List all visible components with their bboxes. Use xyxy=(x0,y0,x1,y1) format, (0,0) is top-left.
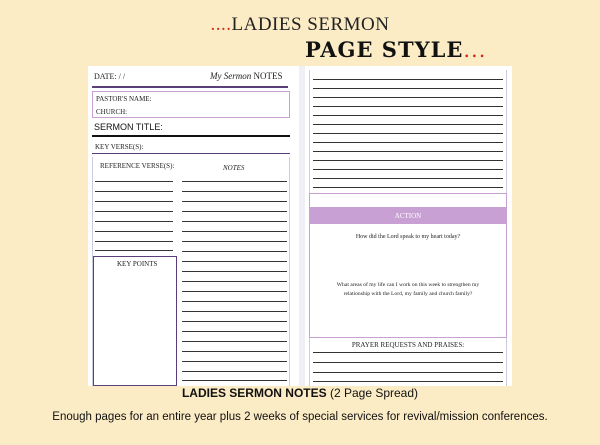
notes-label: NOTES xyxy=(253,71,283,81)
prayer-line xyxy=(313,381,503,382)
key-points-label: KEY POINTS xyxy=(117,260,158,268)
notes-line xyxy=(182,261,287,262)
right-notes-line xyxy=(313,142,503,143)
notes-line xyxy=(182,211,287,212)
right-notes-line xyxy=(313,178,503,179)
notes-line xyxy=(182,231,287,232)
notes-line xyxy=(182,361,287,362)
notes-line xyxy=(182,251,287,252)
right-notes-line xyxy=(313,115,503,116)
key-verses-line xyxy=(92,153,290,154)
notes-line xyxy=(182,331,287,332)
question-strengthen-line-2: relationship with the Lord, my family and church family? xyxy=(343,291,473,297)
prayer-line xyxy=(313,372,503,373)
question-strengthen xyxy=(310,281,506,299)
notes-heading: NOTES xyxy=(223,164,245,172)
notes-line xyxy=(182,221,287,222)
caption-rest: (2 Page Spread) xyxy=(326,386,419,400)
title-text-2: PAGE STYLE xyxy=(305,37,464,62)
prayer-label: PRAYER REQUESTS AND PRAISES: xyxy=(351,341,465,349)
title-dots-2: ... xyxy=(463,38,487,62)
reference-line xyxy=(95,201,173,202)
right-notes-line xyxy=(313,187,503,188)
right-notes-line xyxy=(313,169,503,170)
notes-line xyxy=(182,371,287,372)
notes-line xyxy=(182,351,287,352)
my-label: My xyxy=(210,71,222,81)
key-verses-label: KEY VERSE(S): xyxy=(95,143,144,151)
reference-line xyxy=(95,241,173,242)
prayer-line xyxy=(313,352,503,353)
caption xyxy=(0,386,600,400)
notes-line xyxy=(182,201,287,202)
reference-line xyxy=(95,250,173,251)
page-fold-divider xyxy=(299,66,305,386)
title-dots-1: .... xyxy=(210,14,232,35)
notes-line xyxy=(182,181,287,182)
key-points-box xyxy=(93,256,177,386)
reference-line xyxy=(95,211,173,212)
notes-line xyxy=(182,380,287,381)
right-notes-line xyxy=(313,133,503,134)
notes-line xyxy=(182,341,287,342)
notes-line xyxy=(182,291,287,292)
right-notes-line xyxy=(313,97,503,98)
right-notes-line xyxy=(313,88,503,89)
reference-line xyxy=(95,221,173,222)
title-line-1 xyxy=(0,14,600,36)
date-label: DATE: / / xyxy=(94,72,126,81)
sermon-title-line xyxy=(92,135,290,137)
reference-line xyxy=(95,191,173,192)
title-line-2 xyxy=(305,37,486,62)
church-label: CHURCH: xyxy=(96,108,128,116)
sermon-label: Sermon xyxy=(223,71,252,81)
notes-line xyxy=(182,241,287,242)
right-notes-line xyxy=(313,79,503,80)
notes-line xyxy=(182,191,287,192)
pastor-label: PASTOR'S NAME: xyxy=(96,95,152,103)
caption-bold: LADIES SERMON NOTES xyxy=(181,386,327,400)
sermon-title-label: SERMON TITLE: xyxy=(94,122,163,132)
notes-line xyxy=(182,301,287,302)
right-notes-line xyxy=(313,124,503,125)
notes-line xyxy=(182,321,287,322)
notes-line xyxy=(182,311,287,312)
notes-line xyxy=(182,281,287,282)
prayer-line xyxy=(313,362,503,363)
reference-line xyxy=(95,181,173,182)
date-underline xyxy=(92,86,288,88)
reference-line xyxy=(95,231,173,232)
action-label: ACTION xyxy=(394,212,422,220)
right-notes-line xyxy=(313,160,503,161)
right-notes-line xyxy=(313,106,503,107)
title-text-1: LADIES SERMON xyxy=(231,14,390,35)
question-strengthen-line-1: What areas of my life can I work on this week to strengthen my xyxy=(336,282,480,288)
description-text: Enough pages for an entire year plus 2 weeks of special services for revival/mission conferences. xyxy=(52,411,548,423)
notes-line xyxy=(182,271,287,272)
my-sermon-notes-heading xyxy=(210,71,283,81)
question-heart: How did the Lord speak to my heart today? xyxy=(355,234,461,240)
right-notes-line xyxy=(313,151,503,152)
reference-verses-label: REFERENCE VERSE(S): xyxy=(100,162,175,170)
